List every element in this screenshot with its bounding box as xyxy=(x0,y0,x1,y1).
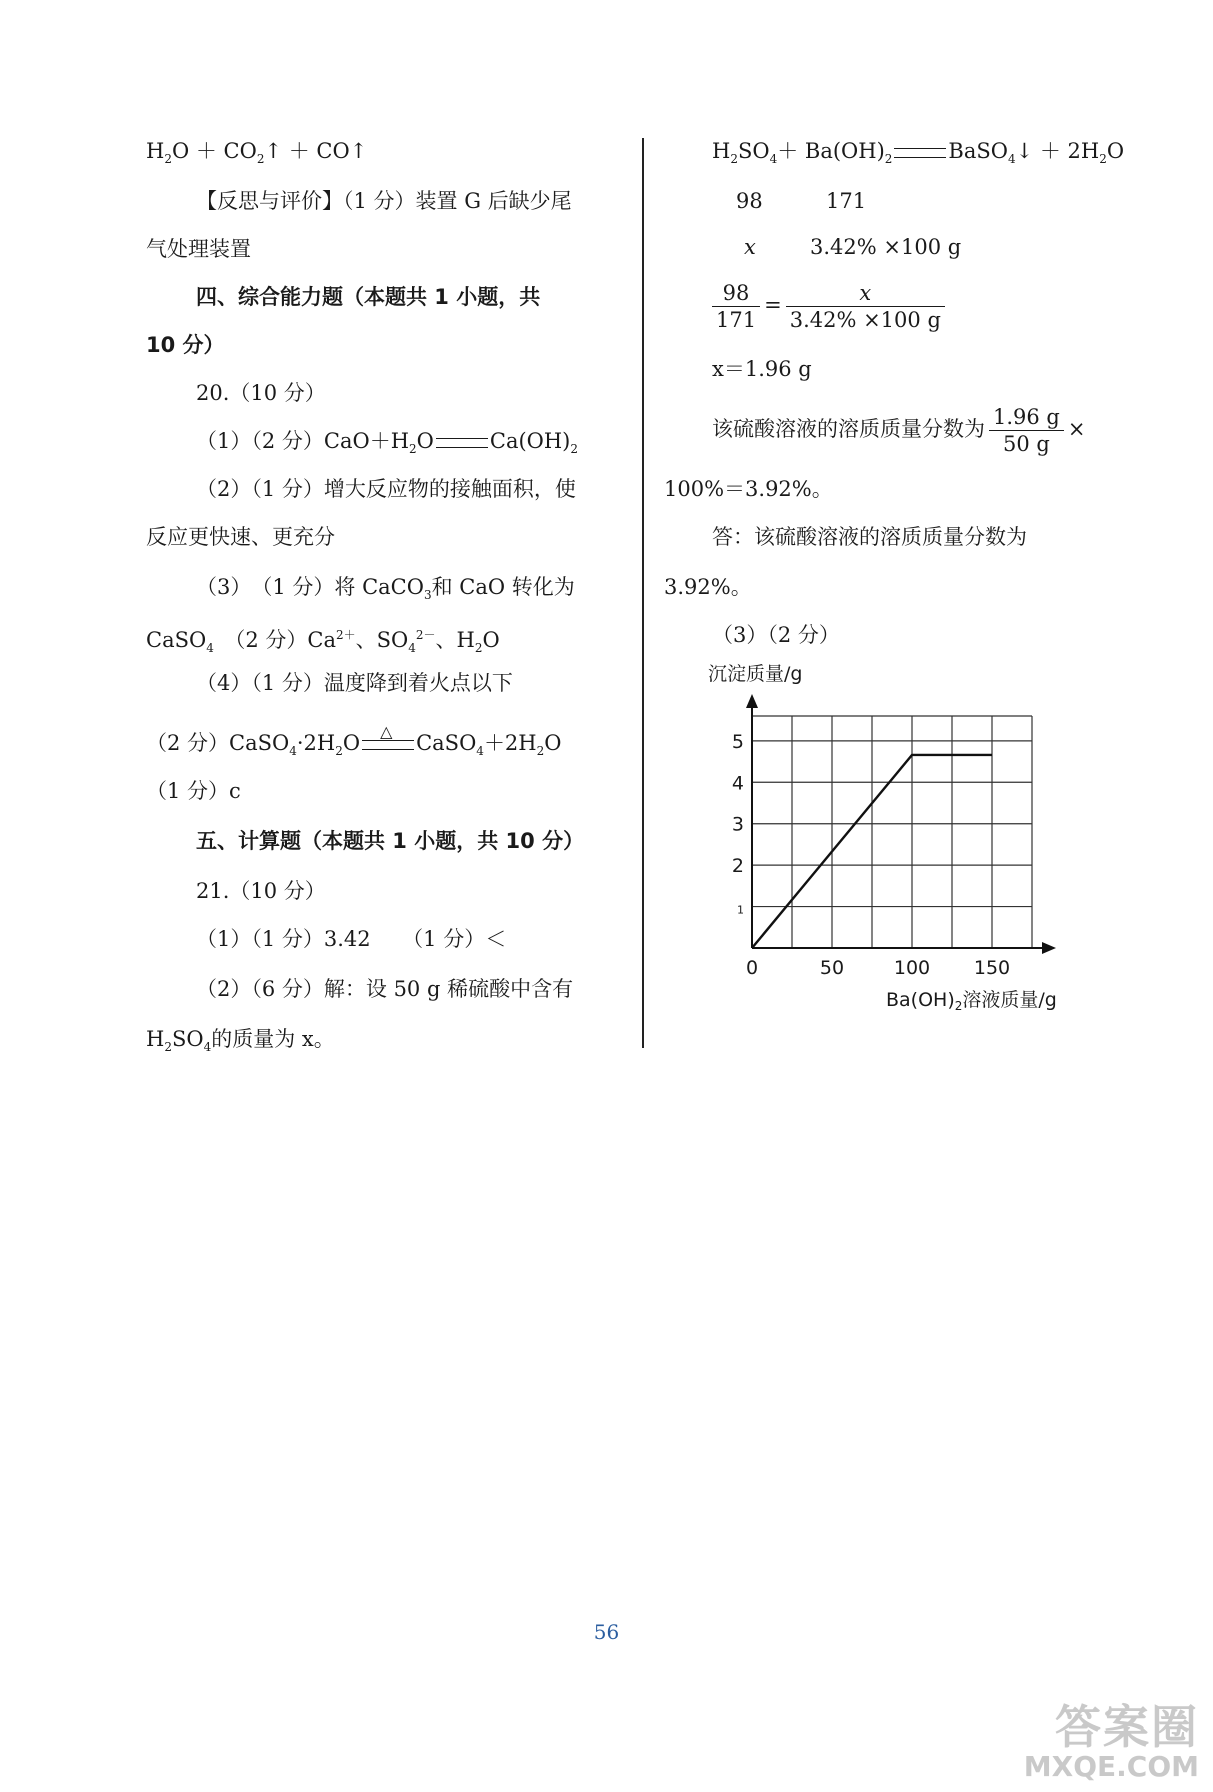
section-5-heading: 五、计算题（本题共 1 小题，共 10 分） xyxy=(196,829,585,853)
page-number: 56 xyxy=(593,1620,620,1644)
question-20-title: 20.（10 分） xyxy=(196,381,326,405)
heat-symbol: △ xyxy=(380,721,393,741)
proportion-equation: $\frac{98}{171}$ = $\frac{x}{3.42\% \times 100 g}$ xyxy=(708,280,949,333)
q21-part3: （3）（2 分） xyxy=(712,623,840,647)
question-21-title: 21.（10 分） xyxy=(196,879,326,903)
y-tick-label: 2 xyxy=(731,855,744,878)
result-x: x＝1.96 g xyxy=(712,357,812,381)
reaction-equals-2 xyxy=(894,148,946,158)
q20-part3: （3） （1 分）将 CaCO$_3$和 CaO 转化为 xyxy=(196,575,575,603)
section-4-heading: 四、综合能力题（本题共 1 小题，共 xyxy=(196,285,541,309)
molar-mass-h2so4: 98 xyxy=(736,189,763,213)
q20-part2: （2）（1 分）增大反应物的接触面积，使 xyxy=(196,477,576,501)
x-axis-arrow xyxy=(1042,942,1056,954)
fraction-mass: $\frac{1.96 g}{50 g}$ xyxy=(989,404,1064,457)
watermark-url: MXQE.COM xyxy=(1023,1750,1199,1783)
x-tick-label: 0 xyxy=(745,957,759,979)
x-tick-label: 100 xyxy=(893,957,931,979)
y-tick-label: 3 xyxy=(731,813,744,836)
equation-line: $H_2O$ ＋ $CO_2↑$ ＋ CO↑ xyxy=(146,139,368,167)
y-tick-label: 4 xyxy=(731,772,744,795)
reaction-equals-heat xyxy=(362,721,414,750)
y-axis-label: 沉淀质量/g xyxy=(708,663,803,685)
reflection-line: 【反思与评价】（1 分）装置 G 后缺少尾 xyxy=(196,189,572,213)
reflection-line-cont: 气处理装置 xyxy=(146,237,251,261)
y-axis-arrow xyxy=(746,694,758,708)
q20-part4-answer: （1 分）c xyxy=(146,779,241,803)
mass-baoh2: 3.42% ×100 g xyxy=(810,235,962,259)
x-tick-label: 50 xyxy=(819,957,845,979)
mass-fraction-result: 100%＝3.92%。 xyxy=(664,477,833,501)
watermark-logo: 答案圈 xyxy=(1055,1700,1199,1754)
molar-mass-baoh2: 171 xyxy=(826,189,867,213)
q20-part3-cont: CaSO$_4$ （2 分）$Ca^{2+}$、$SO_4^{2-}$、$H_2O$ xyxy=(146,628,500,656)
unknown-x: x xyxy=(744,235,756,259)
q21-part2-cont: $H_2SO_4$的质量为 x。 xyxy=(146,1027,335,1055)
q20-part4-equation: （2 分）$CaSO_4\cdot 2H_2O$ △ $CaSO_4+2H_2O$ xyxy=(146,728,561,766)
y-tick-label: 1 xyxy=(737,903,744,917)
chart-ticks xyxy=(732,731,1010,979)
q20-part4: （4）（1 分）温度降到着火点以下 xyxy=(196,671,513,695)
fraction-98-171: $\frac{98}{171}$ xyxy=(712,280,760,333)
fraction-x: $\frac{x}{3.42\% \times 100 g}$ xyxy=(786,280,945,333)
q20-part1: （1）（2 分）$CaO+H_2O$ $Ca(OH)_2$ xyxy=(196,429,579,457)
answer-line-cont: 3.92%。 xyxy=(664,575,752,599)
q20-part2-cont: 反应更快速、更充分 xyxy=(146,525,335,549)
x-tick-label: 150 xyxy=(973,957,1011,979)
chart-grid xyxy=(752,716,1032,948)
answer-line: 答：该硫酸溶液的溶质质量分数为 xyxy=(712,525,1027,549)
watermark xyxy=(1024,1702,1199,1782)
q21-part2: （2）（6 分）解：设 50 g 稀硫酸中含有 xyxy=(196,977,574,1001)
neutralization-equation: $H_2SO_4+ Ba(OH)_2$ BaSO$_4$↓ ＋ $2H_2O$ xyxy=(712,139,1125,167)
y-tick-label: 5 xyxy=(731,730,744,753)
precipitate-chart xyxy=(700,650,1100,1013)
column-divider xyxy=(642,138,644,1048)
q21-part1: （1）（1 分）3.42 （1 分）＜ xyxy=(196,927,507,951)
mass-fraction-line: 该硫酸溶液的溶质质量分数为 $\frac{1.96 g}{50 g}$ × xyxy=(712,405,1086,456)
reaction-equals xyxy=(436,438,488,448)
x-axis-label: $Ba(OH)_2$溶液质量/g xyxy=(886,989,1057,1013)
section-4-heading-cont: 10 分） xyxy=(146,333,225,357)
